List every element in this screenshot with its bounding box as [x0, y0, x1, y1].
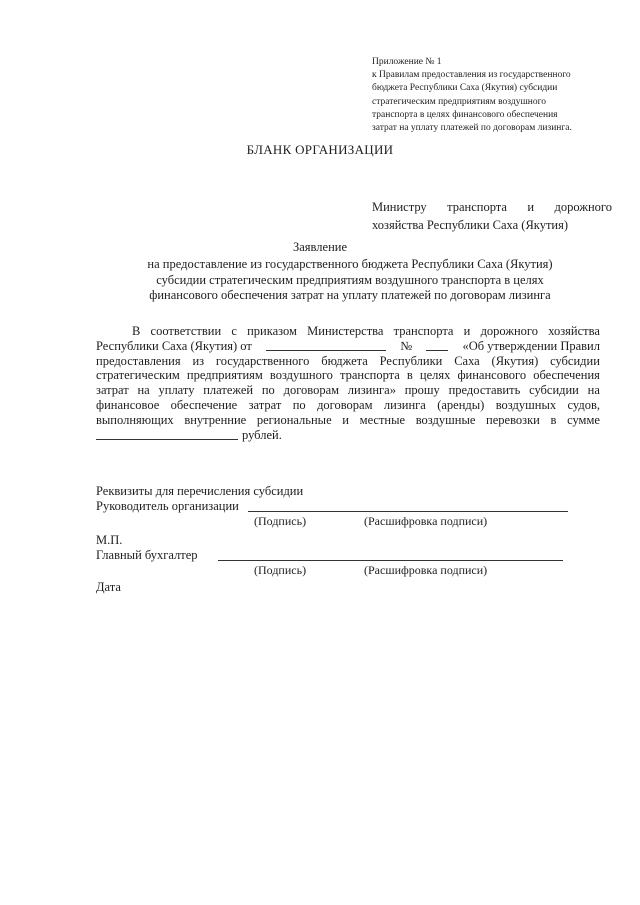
body-word: и [342, 412, 349, 427]
body-word: воздушные [415, 412, 476, 427]
body-line [96, 428, 600, 443]
accountant-signature-line[interactable] [218, 549, 563, 561]
body-word: В [132, 324, 141, 338]
body-word: (аренды) [437, 397, 485, 412]
body-word: воздушного [269, 368, 333, 383]
body-word: местные [359, 412, 406, 427]
body-word: Республики [379, 353, 443, 368]
body-word: предоставить [448, 383, 521, 398]
body-word: перевозки [486, 412, 540, 427]
body-line [96, 413, 600, 428]
date-label: Дата [96, 580, 121, 594]
head-signature-line[interactable] [248, 500, 568, 512]
body-word: лизинга» [347, 383, 396, 398]
body-word: уплату [158, 383, 195, 398]
body-word: договорам [317, 397, 373, 412]
body-line [96, 398, 600, 413]
statement-subject-line: субсидии стратегическим предприятиям воздушного транспорта в целях [156, 272, 544, 287]
body-word: обеспечения [533, 368, 600, 383]
body-line [96, 383, 600, 398]
addressee-word: и [527, 200, 535, 214]
body-word: воздушных [495, 397, 557, 412]
body-word: на [587, 383, 600, 398]
body-word: выполняющих [96, 412, 174, 427]
body-word: судов, [567, 397, 600, 412]
appendix-line: бюджета Республики Саха (Якутия) субсидии [372, 83, 558, 94]
body-word: с [231, 324, 237, 338]
appendix-line: Приложение № 1 [372, 57, 442, 67]
appendix-block [372, 56, 612, 135]
appendix-line: затрат на уплату платежей по договорам лизинга. [372, 123, 572, 134]
body-word: финансовое [96, 397, 160, 412]
body-word: хозяйства [548, 324, 600, 338]
body-word: прошу [404, 383, 440, 398]
body-word: внутренние [184, 412, 247, 427]
body-word: по [261, 383, 275, 398]
body-word: субсидии [550, 353, 600, 368]
body-word: из [192, 353, 205, 368]
addressee-line-2: хозяйства Республики Саха (Якутия) [372, 218, 569, 232]
body-word: транспорта [393, 324, 454, 338]
organization-letterhead-title: БЛАНК ОРГАНИЗАЦИИ [246, 142, 394, 157]
body-word: обеспечение [170, 397, 238, 412]
statement-title: Заявление [292, 240, 347, 254]
body-word: субсидии [529, 383, 579, 398]
body-word: в [550, 412, 557, 427]
body-word: лизинга [383, 397, 426, 412]
body-word: стратегическим [96, 368, 180, 383]
body-word: и [463, 324, 471, 338]
statement-body [96, 324, 600, 442]
body-word: платежей [203, 383, 254, 398]
addressee-block [372, 198, 612, 234]
body-word: затрат [248, 397, 282, 412]
body-word: договорам [283, 383, 340, 398]
appendix-line: стратегическим предприятиям воздушного [372, 96, 547, 107]
body-line [96, 324, 600, 339]
body-word: региональные [256, 412, 332, 427]
statement-subject-line: финансового обеспечения затрат на уплату платежей по договорам лизинга [149, 288, 551, 302]
addressee-line-1 [372, 198, 612, 216]
body-text-segment: «Об утверждении Правил [462, 338, 600, 353]
appendix-line: транспорта в целях финансового обеспечения [372, 109, 558, 120]
decoding-caption: (Расшифровка подписи) [364, 563, 488, 577]
order-number-blank[interactable] [426, 339, 448, 351]
accountant-signature-row [96, 548, 616, 563]
stamp-label: М.П. [96, 533, 123, 547]
caption-row [96, 563, 616, 578]
body-word: бюджета [321, 353, 368, 368]
body-word: Саха [454, 353, 480, 368]
body-word: затрат [96, 383, 129, 398]
body-word: Министерства [307, 324, 384, 338]
body-text-segment: Республики Саха (Якутия) от [96, 338, 252, 353]
body-word: на [137, 383, 150, 398]
body-text-segment: № [400, 338, 413, 353]
body-word: транспорта [339, 368, 400, 383]
body-word: предоставления [96, 353, 181, 368]
addressee-word: Министру [372, 200, 427, 214]
body-text-segment: рублей. [242, 427, 282, 442]
chief-accountant-label: Главный бухгалтер [96, 548, 198, 562]
body-line [96, 354, 600, 369]
amount-blank[interactable] [96, 428, 238, 440]
body-word: приказом [247, 324, 297, 338]
body-word: дорожного [480, 324, 539, 338]
requisites-label: Реквизиты для перечисления субсидии [96, 484, 304, 498]
body-word: (Якутия) [491, 353, 539, 368]
addressee-word: дорожного [554, 200, 612, 214]
body-word: предприятиям [186, 368, 263, 383]
body-line [96, 339, 600, 354]
statement-subject-line: на предоставление из государственного бюджета Республики Саха (Якутия) [147, 257, 553, 271]
appendix-line: к Правилам предоставления из государственного [372, 70, 571, 81]
signature-caption: (Подпись) [254, 514, 307, 528]
body-word: целях [419, 368, 451, 383]
order-date-blank[interactable] [266, 339, 386, 351]
decoding-caption: (Расшифровка подписи) [364, 514, 488, 528]
signature-caption: (Подпись) [254, 563, 307, 577]
head-of-organization-label: Руководитель организации [96, 499, 239, 513]
addressee-word: транспорта [447, 200, 507, 214]
body-word: государственного [215, 353, 310, 368]
body-word: финансового [457, 368, 527, 383]
body-word: сумме [567, 412, 600, 427]
body-word: соответствии [150, 324, 222, 338]
body-line [96, 368, 600, 383]
body-word: в [406, 368, 413, 383]
caption-row [96, 514, 616, 529]
signature-section [96, 484, 616, 595]
head-signature-row [96, 499, 616, 514]
statement-subject [130, 257, 570, 304]
body-word: по [292, 397, 306, 412]
